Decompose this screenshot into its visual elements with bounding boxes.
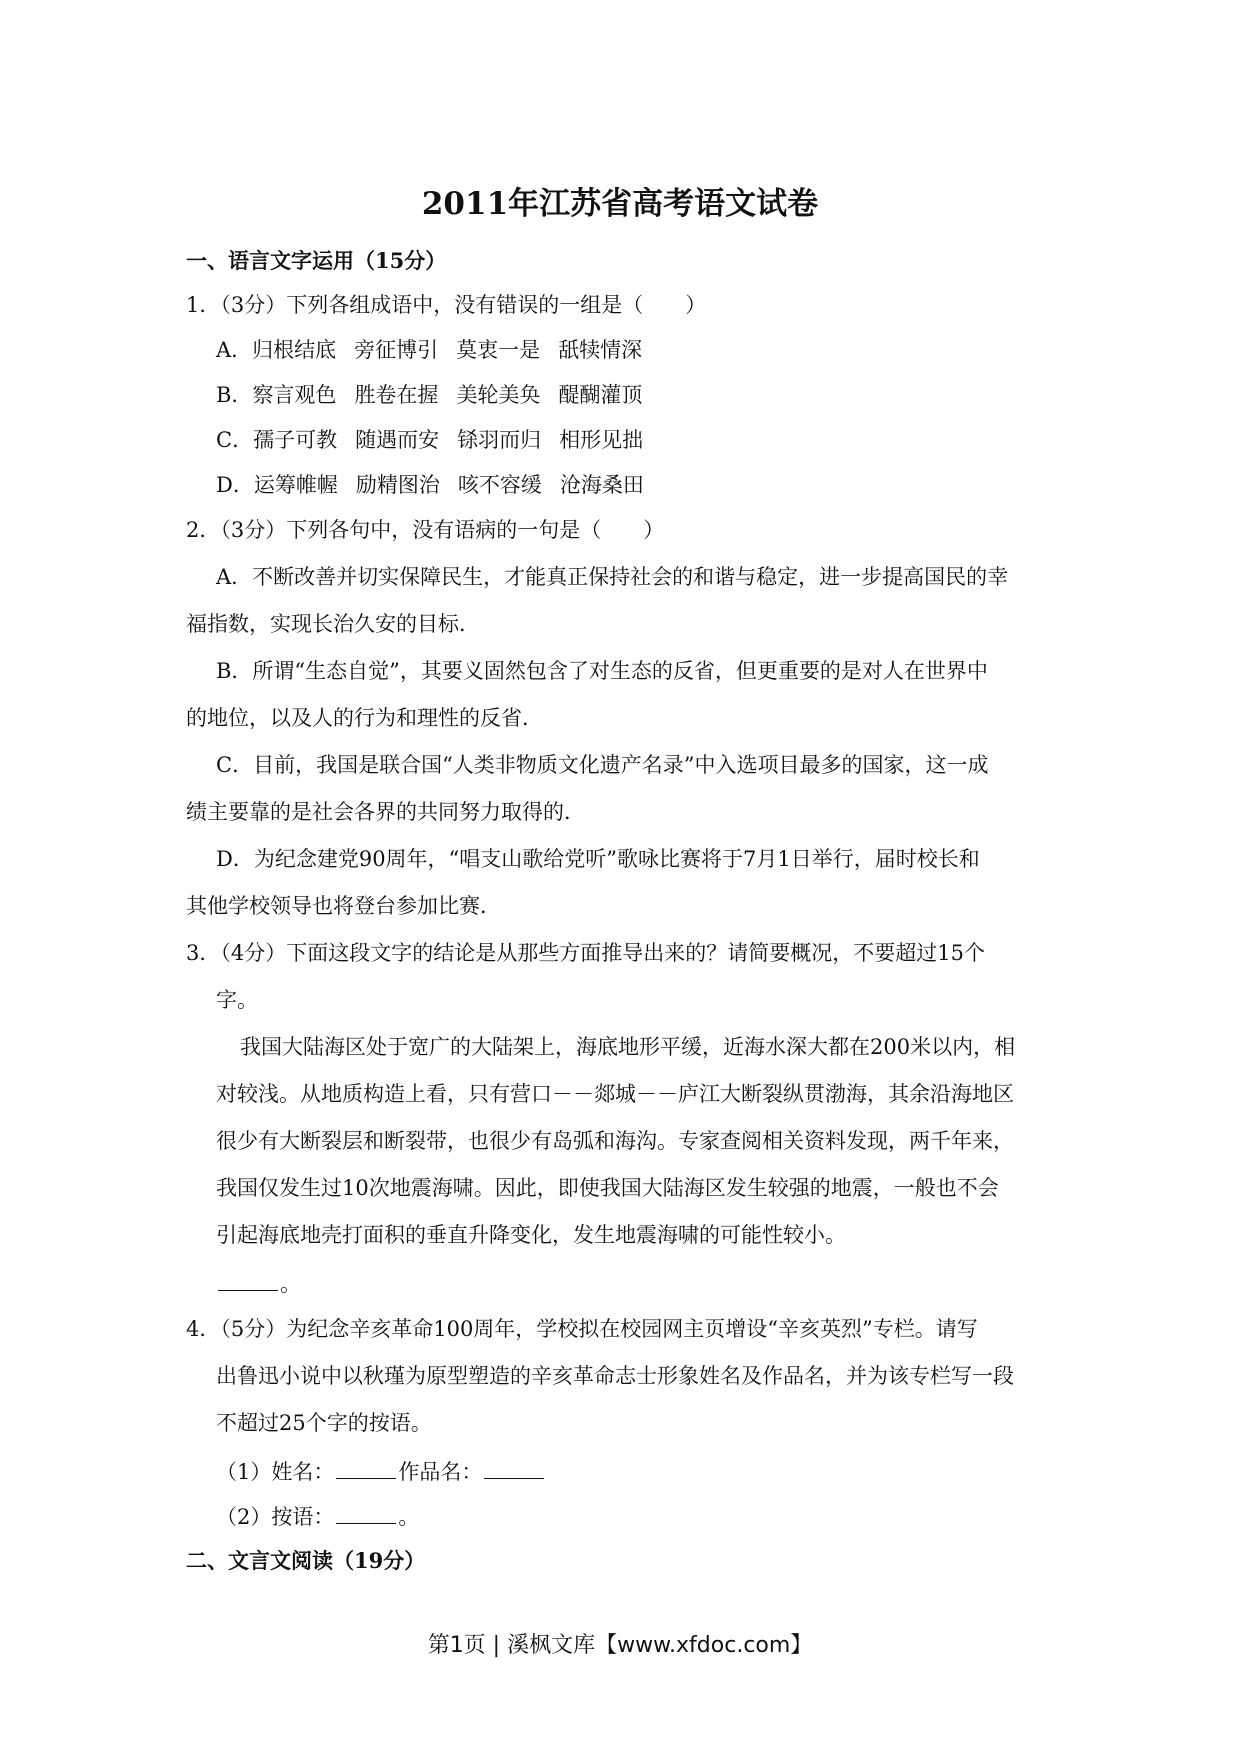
q2-option-a-line1: A．不断改善并切实保障民生，才能真正保持社会的和谐与稳定，进一步提高国民的幸 — [216, 565, 1009, 589]
idiom: 咳不容缓 — [457, 473, 542, 497]
idiom: 励精图治 — [355, 473, 440, 497]
page-footer: 第1页 | 溪枫文库【www.xfdoc.com】 — [427, 1633, 813, 1658]
q2-option-c-line1: C．目前，我国是联合国“人类非物质文化遗产名录”中入选项目最多的国家，这一成 — [216, 753, 989, 777]
idiom: 孺子可教 — [253, 428, 338, 452]
question-4-stem-line2: 出鲁迅小说中以秋瑾为原型塑造的辛亥革命志士形象姓名及作品名，并为该专栏写一段 — [216, 1364, 1014, 1388]
sub2-label: （2）按语： — [216, 1505, 335, 1529]
idiom: 美轮美奂 — [456, 383, 541, 407]
q1-option-c — [216, 430, 661, 451]
question-4-stem-line3: 不超过25个字的按语。 — [216, 1411, 432, 1435]
q1-option-d — [216, 475, 662, 496]
page-title: 2011年江苏省高考语文试卷 — [421, 186, 819, 222]
sub1-work-label: 作品名： — [398, 1460, 483, 1484]
q3-answer-line — [216, 1272, 301, 1295]
idiom: 旁征博引 — [354, 338, 439, 362]
q4-sub2 — [216, 1505, 419, 1528]
idiom: 随遇而安 — [355, 428, 440, 452]
idiom: 运筹帷幄 — [253, 473, 338, 497]
question-1-stem: 1．（3分）下列各组成语中，没有错误的一组是（ ） — [186, 293, 707, 317]
answer-tail: 。 — [280, 1272, 301, 1296]
q3-passage-line4: 我国仅发生过10次地震海啸。因此，即使我国大陆海区发生较强的地震，一般也不会 — [216, 1176, 999, 1200]
option-label: A． — [216, 338, 253, 362]
q2-option-d-line1: D．为纪念建党90周年，“唱支山歌给党听”歌咏比赛将于7月1日举行，届时校长和 — [216, 847, 980, 871]
idiom: 归根结底 — [252, 338, 337, 362]
question-3-stem-line1: 3．（4分）下面这段文字的结论是从那些方面推导出来的？请简要概况，不要超过15个 — [186, 941, 985, 965]
q4-sub1 — [216, 1460, 546, 1483]
q3-passage-line3: 很少有大断裂层和断裂带，也很少有岛弧和海沟。专家查阅相关资料发现，两千年来， — [216, 1129, 1014, 1153]
idiom: 胜卷在握 — [354, 383, 439, 407]
option-label: B． — [216, 383, 253, 407]
q2-option-b-line2: 的地位，以及人的行为和理性的反省． — [186, 706, 543, 730]
q3-passage-line5: 引起海底地壳打面积的垂直升降变化，发生地震海啸的可能性较小。 — [216, 1223, 846, 1247]
q2-option-c-line2: 绩主要靠的是社会各界的共同努力取得的． — [186, 800, 585, 824]
idiom: 铩羽而归 — [457, 428, 542, 452]
option-label: C． — [216, 428, 254, 452]
answer-blank[interactable] — [218, 1272, 278, 1291]
question-2-stem: 2．（3分）下列各句中，没有语病的一句是（ ） — [186, 518, 665, 542]
idiom: 醍醐灌顶 — [558, 383, 643, 407]
q1-option-a — [216, 340, 660, 361]
option-label: D． — [216, 473, 254, 497]
q3-passage-line2: 对较浅。从地质构造上看，只有营口－－郯城－－庐江大断裂纵贯渤海，其余沿海地区 — [216, 1082, 1014, 1106]
sub2-tail: 。 — [398, 1505, 420, 1529]
question-4-stem-line1: 4．（5分）为纪念辛亥革命100周年，学校拟在校园网主页增设“辛亥英烈”专栏。请写 — [186, 1317, 978, 1341]
idiom: 沧海桑田 — [559, 473, 644, 497]
idiom: 察言观色 — [252, 383, 337, 407]
section-heading-1: 一、语言文字运用（15分） — [186, 248, 447, 273]
section-heading-2: 二、文言文阅读（19分） — [186, 1548, 426, 1573]
q2-option-a-line2: 福指数，实现长治久安的目标． — [186, 612, 480, 636]
name-blank[interactable] — [336, 1460, 396, 1479]
question-3-stem-line2: 字。 — [216, 988, 258, 1012]
q2-option-d-line2: 其他学校领导也将登台参加比赛． — [186, 894, 501, 918]
note-blank[interactable] — [336, 1505, 396, 1524]
q1-option-b — [216, 385, 660, 406]
idiom: 舐犊情深 — [558, 338, 643, 362]
work-blank[interactable] — [484, 1460, 544, 1479]
idiom: 相形见拙 — [559, 428, 644, 452]
idiom: 莫衷一是 — [456, 338, 541, 362]
q3-passage-line1: 我国大陆海区处于宽广的大陆架上，海底地形平缓，近海水深大都在200米以内，相 — [240, 1035, 1016, 1059]
sub1-name-label: （1）姓名： — [216, 1460, 335, 1484]
q2-option-b-line1: B．所谓“生态自觉”，其要义固然包含了对生态的反省，但更重要的是对人在世界中 — [216, 659, 988, 683]
